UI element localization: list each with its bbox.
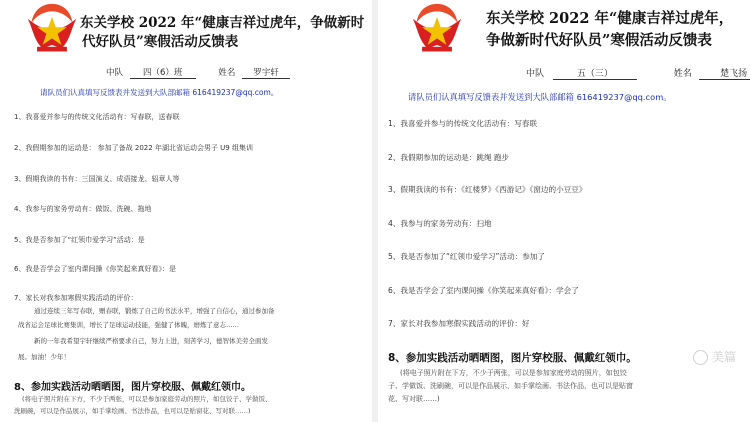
section-8-note-line-2: 子、学做饭、洗刷碗，可以是作品展示，如手掌绘画、书法作品，也可以是贴窗 xyxy=(388,382,633,390)
question-2: 2、我假期参加的运动是： 参加了备战 2022 年湖北省运动会男子 U9 组集训 xyxy=(14,144,253,152)
squad-label: 中队 xyxy=(526,69,545,79)
form-title-line-1: 东关学校 2022 年“健康吉祥过虎年，争做新时 xyxy=(80,15,365,31)
question-5: 5、我是否参加了“红领巾爱学习”活动：是 xyxy=(14,236,145,244)
question-6: 6、我是否学会了室内课间操《你笑起来真好看》：是 xyxy=(14,265,176,273)
squad-value: 四（6）班 xyxy=(130,66,196,79)
name-value: 罗宇轩 xyxy=(242,66,290,79)
form-title xyxy=(80,14,364,52)
section-8-note-line-2: 洗刷碗，可以是作品展示，如手掌绘画、书法作品，也可以是贴窗花、写对联……) xyxy=(14,407,251,415)
watermark xyxy=(693,348,736,365)
name-value: 楚飞扬 xyxy=(699,66,750,80)
email-notice: 请队员们认真填写反馈表并发送到大队部邮箱 616419237@qq.com。 xyxy=(408,92,672,102)
student-info-row xyxy=(526,66,750,80)
parent-evaluation-line-1: 通过连续三年写春联，赠春联，锻炼了自己的书法水平，增强了自信心，通过参加备 xyxy=(34,307,275,315)
section-8-note-line-3: 花、写对联……) xyxy=(388,395,440,403)
question-7: 7、家长对我参加寒假实践活动的评价：好 xyxy=(388,319,530,328)
student-info-row xyxy=(106,66,290,79)
parent-evaluation-line-3: 新的一年我希望宇轩继续严格要求自己，努力上进，刻苦学习，德智体美劳全面发 xyxy=(34,337,268,345)
section-8-note-line-1: (将电子照片附在下方，不少于两张，可以是参加家庭劳动的照片，如包饺子、学做饭、 xyxy=(22,395,272,403)
email-notice: 请队员们认真填写反馈表并发送到大队部邮箱 616419237@qq.com。 xyxy=(40,88,279,97)
form-title-line-2: 争做新时代好队员”寒假活动反馈表 xyxy=(486,32,712,49)
section-8-note-line-1: (将电子照片附在下方，不少于两张，可以是参加家庭劳动的照片，如包饺 xyxy=(400,369,627,377)
question-7: 7、家长对我参加寒假实践活动的评价： xyxy=(14,294,138,302)
watermark-text: 美篇 xyxy=(711,350,736,364)
question-3: 3、假期我读的书有：三国演义、成语接龙、轺章人等 xyxy=(14,175,180,183)
parent-evaluation-line-2: 战省运会足球比赛集训，增长了足球运动技能，强健了体魄，磨炼了意志…… xyxy=(18,321,239,329)
name-label: 姓名 xyxy=(218,68,236,78)
question-6: 6、我是否学会了室内课间操《你笑起来真好看》：学会了 xyxy=(388,286,579,295)
section-8-heading: 8、参加实践活动晒晒图，图片穿校服、佩戴红领巾。 xyxy=(388,352,637,364)
form-title-line-2: 代好队员”寒假活动反馈表 xyxy=(82,34,239,50)
young-pioneer-emblem-icon xyxy=(24,2,80,58)
meipian-logo-icon xyxy=(693,350,708,365)
parent-evaluation-line-4: 展。加油！少年！ xyxy=(18,353,70,361)
form-title-line-1: 东关学校 2022 年“健康吉祥过虎年， xyxy=(486,10,734,27)
question-1: 1、我喜爱并参与的传统文化活动有：写春联，送春联 xyxy=(14,113,180,121)
question-4: 4、我参与的家务劳动有：做饭、洗碗、拖地 xyxy=(14,205,152,213)
question-2: 2、我假期参加的运动是：跳绳 跑步 xyxy=(388,153,510,162)
question-3: 3、假期我读的书有：《红楼梦》《西游记》《窗边的小豆豆》 xyxy=(388,185,587,194)
name-label: 姓名 xyxy=(673,69,692,79)
question-1: 1、我喜爱并参与的传统文化活动有：写春联 xyxy=(388,119,538,128)
question-5: 5、我是否参加了“红领巾爱学习”活动：参加了 xyxy=(388,252,545,261)
section-8-heading: 8、参加实践活动晒晒图，图片穿校服、佩戴红领巾。 xyxy=(14,382,251,393)
squad-value: 五（三） xyxy=(553,66,637,80)
young-pioneer-emblem-icon xyxy=(408,2,466,58)
feedback-form-left xyxy=(0,0,372,422)
form-title xyxy=(486,8,733,52)
question-4: 4、我参与的家务劳动有：扫地 xyxy=(388,219,492,228)
squad-label: 中队 xyxy=(106,68,124,78)
feedback-form-right xyxy=(378,0,750,422)
